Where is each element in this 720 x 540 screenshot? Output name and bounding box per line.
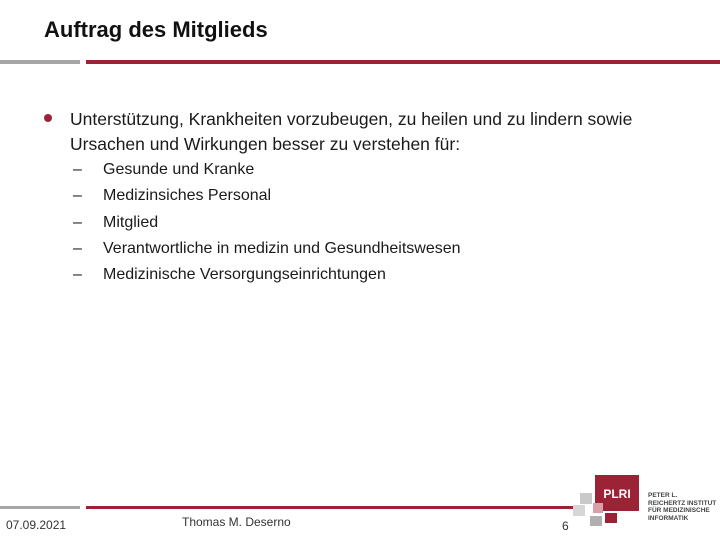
logo-institute-text <box>648 492 716 522</box>
sub-bullet-item <box>73 210 461 236</box>
footer-rule-grey <box>0 506 80 509</box>
slide-title: Auftrag des Mitglieds <box>44 17 268 42</box>
sub-bullet-text: Medizinische Versorgungseinrichtungen <box>103 266 386 284</box>
dash-icon: – <box>73 161 82 178</box>
page-number: 6 <box>562 519 569 533</box>
sub-bullet-text: Mitglied <box>103 213 159 231</box>
footer-rule-accent <box>86 506 574 509</box>
footer-author: Thomas M. Deserno <box>182 515 291 529</box>
footer-date: 07.09.2021 <box>6 518 67 532</box>
logo-line: FÜR MEDIZINISCHE <box>648 507 710 514</box>
main-bullet <box>44 107 704 157</box>
sub-bullet-text: Medizinsiches Personal <box>103 187 272 205</box>
plri-logo <box>573 470 719 530</box>
dash-icon: – <box>73 266 82 284</box>
dash-icon: – <box>73 213 82 231</box>
sub-bullet-item <box>73 157 461 183</box>
logo-line: REICHERTZ INSTITUT <box>648 499 717 507</box>
sub-bullet-item <box>73 262 461 288</box>
logo-line: INFORMATIK <box>648 514 689 522</box>
sub-bullet-list <box>73 157 461 288</box>
sub-bullet-item <box>73 236 461 262</box>
main-bullet-text: Unterstützung, Krankheiten vorzubeugen, zu heilen und zu lindern sowie Ursachen und Wirkungen besser zu verstehen für: <box>70 109 633 154</box>
sub-bullet-text: Gesunde und Kranke <box>103 161 255 178</box>
header-rule-grey <box>0 60 80 64</box>
dash-icon: – <box>73 187 82 205</box>
dash-icon: – <box>73 239 82 257</box>
svg-text:PLRI: PLRI <box>603 487 631 501</box>
sub-bullet-item <box>73 183 461 209</box>
bullet-dot-icon <box>44 114 52 122</box>
sub-bullet-text: Verantwortliche in medizin und Gesundheitswesen <box>103 239 461 257</box>
header-rule-accent <box>86 60 720 64</box>
logo-line: PETER L. <box>648 492 678 499</box>
